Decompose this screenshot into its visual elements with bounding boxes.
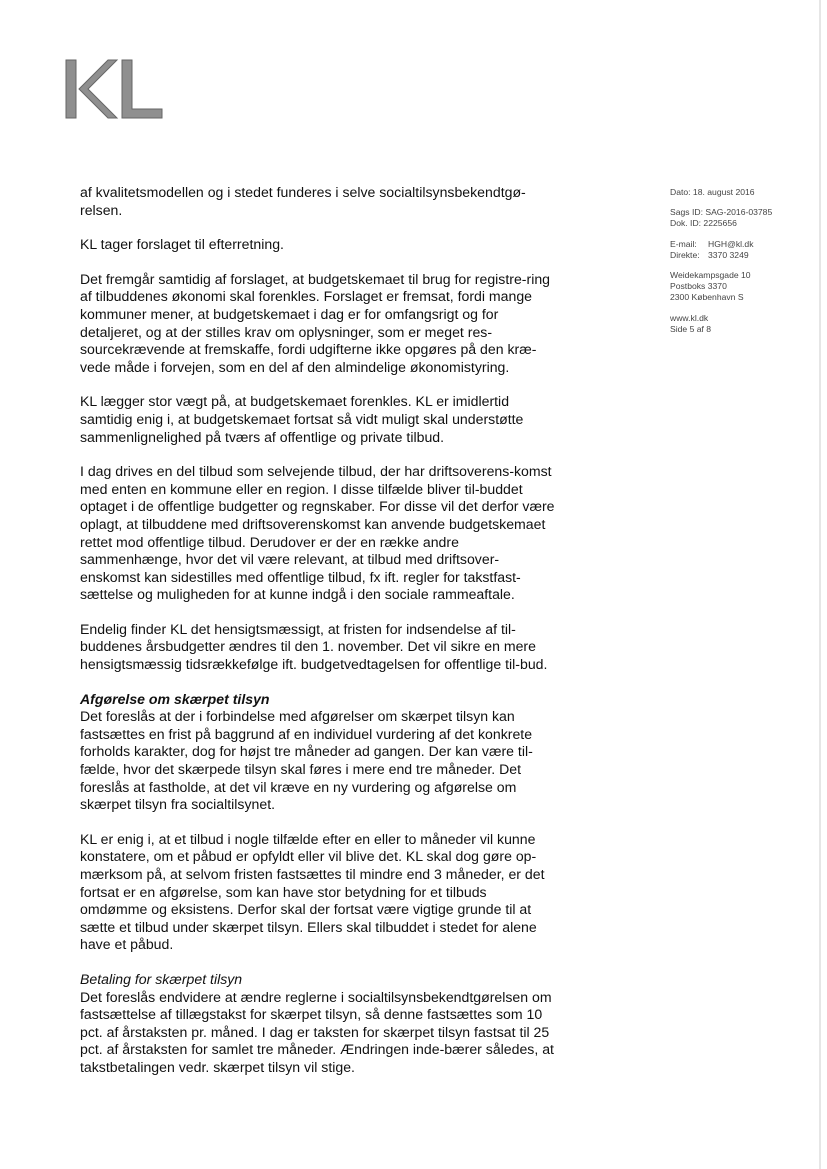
email-value[interactable]: HGH@kl.dk: [708, 238, 754, 249]
dok-id: Dok. ID: 2225656: [670, 218, 737, 229]
address-block: [670, 270, 810, 304]
kl-logo: [64, 58, 164, 120]
page-number: Side 5 af 8: [670, 323, 712, 334]
date-text: Dato: 18. august 2016: [670, 187, 755, 197]
paragraph-9: Det foreslås endvidere at ændre reglerne i socialtilsynsbekendtgørelsen om fastsættelse af tillægstakst for skærpet tilsyn, så denne fastsættes som 10 pct. af årstaksten pr. måned. I dag er taksten for skærpet tilsyn fastsat til 25 pct. af årstaksten for samlet tre måneder. Ændringen inde-bærer således, at takstbetalingen vedr. skærpet tilsyn vil stige.: [80, 988, 554, 1075]
letter-metadata-sidebar: [670, 187, 810, 344]
paragraph-6: Endelig finder KL det hensigtsmæssigt, at fristen for indsendelse af til-buddenes årsbudgetter ændres til den 1. november. Det vil sikre en mere hensigtsmæssig tidsrækkefølge ift. budgetvedtagelsen for offentlige til-bud.: [80, 620, 548, 673]
paragraph-4: KL lægger stor vægt på, at budgetskemaet forenkles. KL er imidlertid samtidig enig i, at budgetskemaet fortsat så vidt muligt skal understøtte sammenlignelighed på tværs af offentlige og private tilbud.: [80, 393, 524, 445]
case-ids: [670, 207, 810, 229]
section-heading-afgorelse: Afgørelse om skærpet tilsyn: [80, 690, 270, 707]
letter-body: [80, 184, 556, 1094]
website-link[interactable]: www.kl.dk: [670, 312, 709, 323]
contact-block: [670, 239, 810, 261]
section-afgorelse: [80, 691, 556, 814]
date-block: [670, 187, 810, 198]
paragraph-8: KL er enig i, at et tilbud i nogle tilfælde efter en eller to måneder vil kunne konstatere, om et påbud er opfyldt eller vil blive det. KL skal dog gøre op-mærksom på, at selvom fristen fastsættes til mindre end 3 måneder, er det fortsat er en afgørelse, som kan have stor betydning for et tilbuds omdømme og eksistens. Derfor skal der fortsat være vigtige grunde til at sætte et tilbud under skærpet tilsyn. Ellers skal tilbuddet i stedet for alene have et påbud.: [80, 830, 545, 953]
paragraph-2: KL tager forslaget til efterretning.: [80, 236, 284, 253]
section-betaling: [80, 971, 556, 1077]
section-heading-betaling: Betaling for skærpet tilsyn: [80, 970, 243, 987]
paragraph-7: Det foreslås at der i forbindelse med afgørelser om skærpet tilsyn kan fastsættes en frist på baggrund af en individuel vurdering af det konkrete forholds karakter, dog for højst tre måneder ad gangen. Der kan være til-fælde, hvor det skærpede tilsyn skal føres i mere end tre måneder. Det foreslås at fastholde, at det vil kræve en ny vurdering og afgørelse om skærpet tilsyn fra socialtilsynet.: [80, 708, 533, 813]
email-label: E-mail:: [670, 238, 697, 249]
phone-row: [670, 250, 810, 261]
phone-value: 3370 3249: [708, 249, 749, 260]
address-line-1: Weidekampsgade 10: [670, 270, 751, 281]
address-line-2: Postboks 3370: [670, 281, 727, 292]
address-line-3: 2300 København S: [670, 292, 744, 303]
web-block: [670, 313, 810, 335]
paragraph-3: Det fremgår samtidig af forslaget, at budgetskemaet til brug for registre-ring af tilbuddenes økonomi skal forenkles. Forslaget er fremsat, fordi mange kommuner mener, at budgetskemaet i dag er for omfangsrigt og for detaljeret, og at der stilles krav om oplysninger, som er meget res-sourcekrævende at fremskaffe, fordi udgifterne ikke opgøres på den kræ-vede måde i forvejen, som en del af den almindelige økonomistyring.: [80, 270, 551, 375]
email-row: [670, 239, 810, 250]
paragraph-5: I dag drives en del tilbud som selvejende tilbud, der har driftsoverens-komst med enten en kommune eller en region. I disse tilfælde bliver til-buddet optaget i de offentlige budgetter og regnskaber. For disse vil det derfor være oplagt, at tilbuddene med driftsoverenskomst kan anvende budgetskemaet rettet mod offentlige tilbud. Derudover er der en række andre sammenhænge, hvor det vil være relevant, at tilbud med driftsover-enskomst kan sidestilles med offentlige tilbud, fx ift. regler for takstfast-sættelse og muligheden for at kunne indgå i den sociale rammeaftale.: [80, 463, 555, 603]
phone-label: Direkte:: [670, 249, 700, 260]
sags-id: Sags ID: SAG-2016-03785: [670, 207, 773, 218]
paragraph-1: af kvalitetsmodellen og i stedet funderes i selve socialtilsynsbekendtgø-relsen.: [80, 184, 526, 218]
page-edge: [819, 0, 821, 1169]
